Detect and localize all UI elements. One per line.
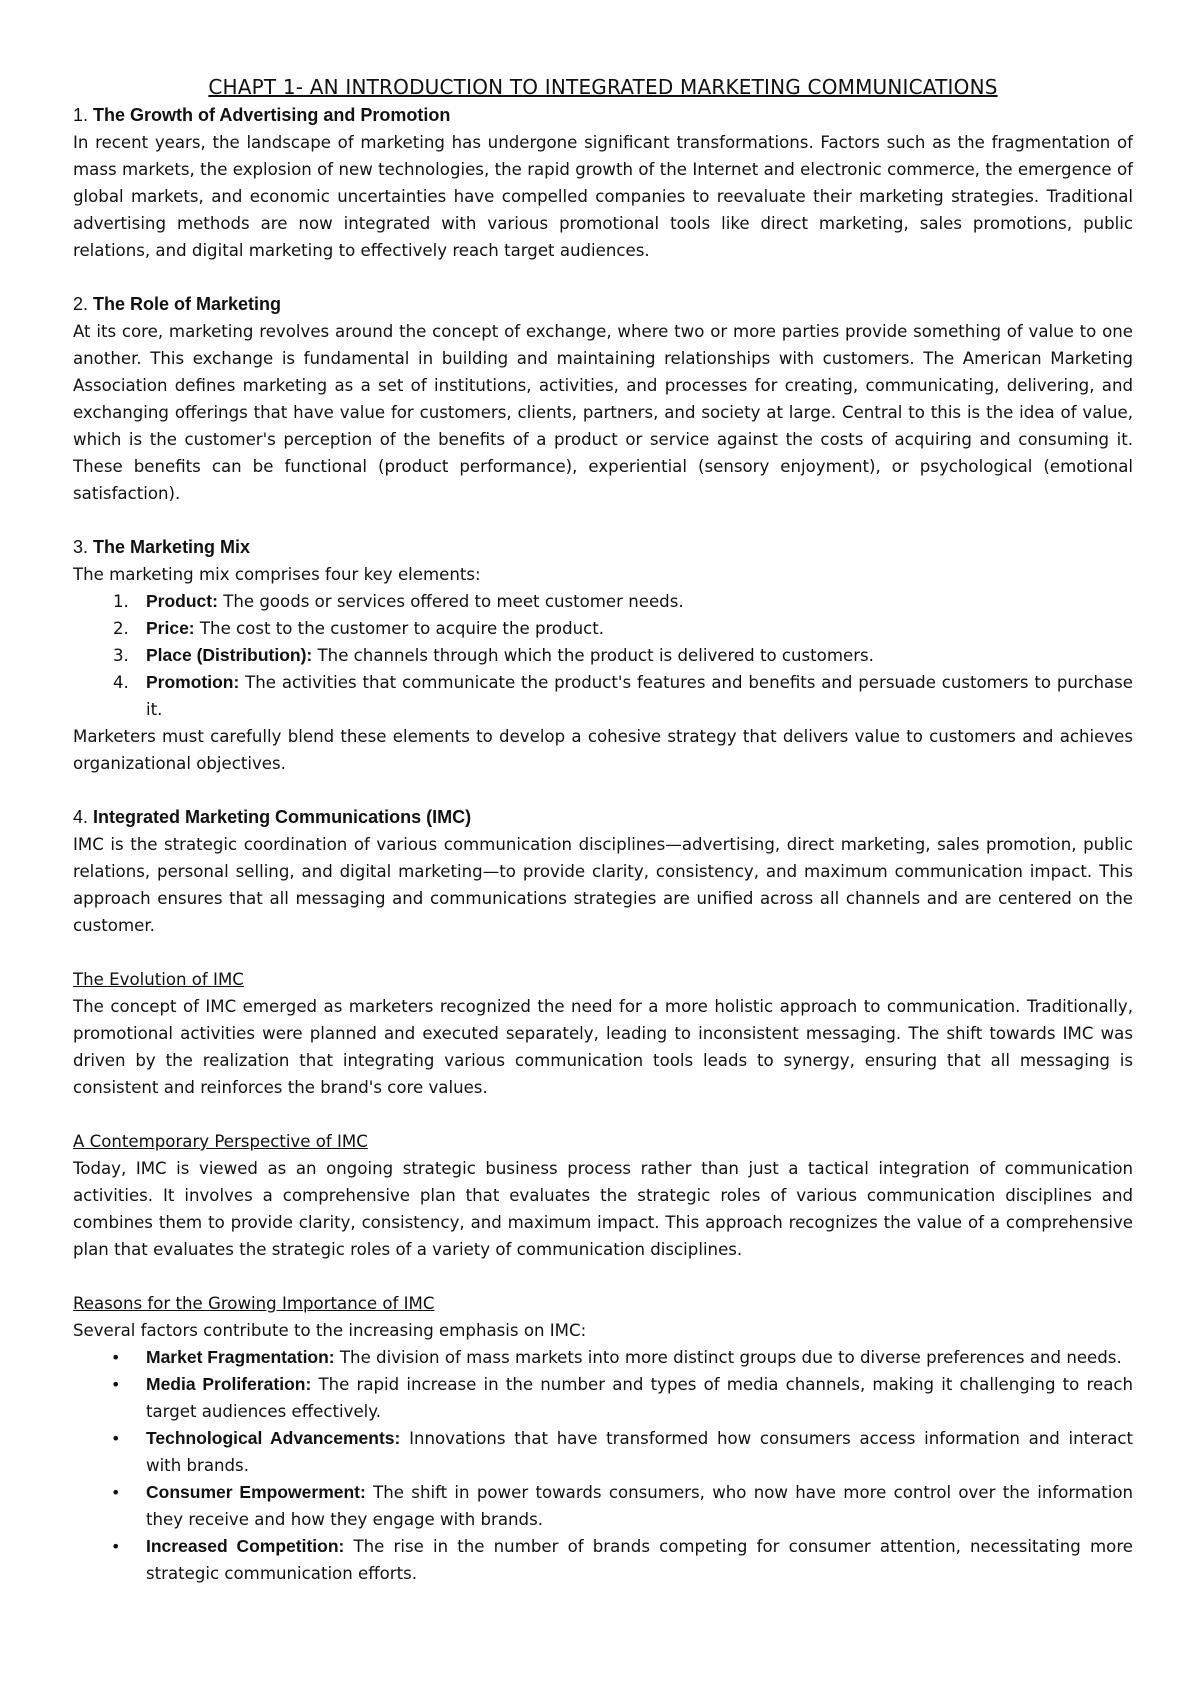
section-4-number: 4. xyxy=(73,807,89,827)
list-text: The channels through which the product is delivered to customers. xyxy=(312,646,874,665)
list-term: Place (Distribution): xyxy=(146,645,313,665)
section-2-heading-text: The Role of Marketing xyxy=(93,294,282,314)
document-title: CHAPT 1- AN INTRODUCTION TO INTEGRATED MARKETING COMMUNICATIONS xyxy=(208,75,998,99)
list-number: 2. xyxy=(113,619,129,638)
list-term: Technological Advancements: xyxy=(146,1428,401,1448)
list-item xyxy=(73,1344,1133,1371)
list-item xyxy=(73,615,1133,642)
list-term: Product: xyxy=(146,591,218,611)
section-2-number: 2. xyxy=(73,294,89,314)
list-text: Innovations that have transformed how consumers access information and interact with brands. xyxy=(146,1429,1133,1475)
contemporary-paragraph: Today, IMC is viewed as an ongoing strategic business process rather than just a tactical integration of communication activities. It involves a comprehensive plan that evaluates the strategic roles of various communication disciplines and combines them to provide clarity, consistency, and maximum impact. This approach recognizes the value of a comprehensive plan that evaluates the strategic roles of a variety of communication disciplines. xyxy=(73,1159,1133,1259)
list-item xyxy=(73,669,1133,723)
list-text: The goods or services offered to meet customer needs. xyxy=(217,592,684,611)
list-text: The division of mass markets into more distinct groups due to diverse preferences and needs. xyxy=(334,1348,1122,1367)
bullet-icon: • xyxy=(111,1537,121,1556)
bullet-icon: • xyxy=(111,1483,121,1502)
section-3-outro: Marketers must carefully blend these elements to develop a cohesive strategy that delivers value to customers and achieves organizational objectives. xyxy=(73,727,1133,773)
section-3-heading-text: The Marketing Mix xyxy=(93,537,251,557)
list-term: Market Fragmentation: xyxy=(146,1347,335,1367)
spacer xyxy=(73,777,1133,804)
list-term: Price: xyxy=(146,618,195,638)
reasons-list xyxy=(73,1344,1133,1587)
evolution-subheading: The Evolution of IMC xyxy=(73,970,244,989)
list-item xyxy=(73,588,1133,615)
spacer xyxy=(73,1101,1133,1128)
marketing-mix-list xyxy=(73,588,1133,723)
list-term: Consumer Empowerment: xyxy=(146,1482,366,1502)
bullet-icon: • xyxy=(111,1348,121,1367)
spacer xyxy=(73,1263,1133,1290)
section-2-heading xyxy=(73,291,1133,318)
section-4-paragraph: IMC is the strategic coordination of various communication disciplines—advertising, direct marketing, sales promotion, public relations, personal selling, and digital marketing—to provide clarity, consistency, and maximum communication impact. This approach ensures that all messaging and communications strategies are unified across all channels and are centered on the customer. xyxy=(73,835,1133,935)
reasons-subheading: Reasons for the Growing Importance of IMC xyxy=(73,1294,435,1313)
list-term: Media Proliferation: xyxy=(146,1374,312,1394)
section-3-intro: The marketing mix comprises four key elements: xyxy=(73,565,481,584)
spacer xyxy=(73,507,1133,534)
section-1-heading xyxy=(73,102,1133,129)
contemporary-subheading: A Contemporary Perspective of IMC xyxy=(73,1132,368,1151)
bullet-icon: • xyxy=(111,1375,121,1394)
list-item xyxy=(73,1479,1133,1533)
list-text: The rise in the number of brands competing for consumer attention, necessitating more strategic communication efforts. xyxy=(146,1537,1133,1583)
section-2-paragraph: At its core, marketing revolves around the concept of exchange, where two or more parties provide something of value to one another. This exchange is fundamental in building and maintaining relationships with customers. The American Marketing Association defines marketing as a set of institutions, activities, and processes for creating, communicating, delivering, and exchanging offerings that have value for customers, clients, partners, and society at large. Central to this is the idea of value, which is the customer's perception of the benefits of a product or service against the costs of acquiring and consuming it. These benefits can be functional (product performance), experiential (sensory enjoyment), or psychological (emotional satisfaction). xyxy=(73,322,1133,503)
section-3-heading xyxy=(73,534,1133,561)
section-1-heading-text: The Growth of Advertising and Promotion xyxy=(93,105,451,125)
section-4-heading-text: Integrated Marketing Communications (IMC) xyxy=(93,807,472,827)
section-4-heading xyxy=(73,804,1133,831)
bullet-icon: • xyxy=(111,1429,121,1448)
list-item xyxy=(73,1425,1133,1479)
list-item xyxy=(73,1533,1133,1587)
list-text: The rapid increase in the number and types of media channels, making it challenging to reach target audiences effectively. xyxy=(146,1375,1133,1421)
list-number: 3. xyxy=(113,646,129,665)
section-1-number: 1. xyxy=(73,105,89,125)
spacer xyxy=(73,939,1133,966)
list-text: The shift in power towards consumers, who now have more control over the information they receive and how they engage with brands. xyxy=(146,1483,1133,1529)
list-term: Increased Competition: xyxy=(146,1536,345,1556)
evolution-paragraph: The concept of IMC emerged as marketers recognized the need for a more holistic approach to communication. Traditionally, promotional activities were planned and executed separately, leading to inconsistent messaging. The shift towards IMC was driven by the realization that integrating various communication tools leads to synergy, ensuring that all messaging is consistent and reinforces the brand's core values. xyxy=(73,997,1133,1097)
list-item xyxy=(73,1371,1133,1425)
section-3-number: 3. xyxy=(73,537,89,557)
reasons-intro: Several factors contribute to the increasing emphasis on IMC: xyxy=(73,1321,587,1340)
section-1-paragraph: In recent years, the landscape of marketing has undergone significant transformations. Factors such as the fragmentation of mass markets, the explosion of new technologies, the rapid growth of the Internet and electronic commerce, the emergence of global markets, and economic uncertainties have compelled companies to reevaluate their marketing strategies. Traditional advertising methods are now integrated with various promotional tools like direct marketing, sales promotions, public relations, and digital marketing to effectively reach target audiences. xyxy=(73,133,1133,260)
list-text: The activities that communicate the product's features and benefits and persuade customers to purchase it. xyxy=(146,673,1133,719)
list-number: 1. xyxy=(113,592,129,611)
document-page xyxy=(73,74,1133,1587)
spacer xyxy=(73,264,1133,291)
list-number: 4. xyxy=(113,673,129,692)
list-item xyxy=(73,642,1133,669)
list-text: The cost to the customer to acquire the product. xyxy=(194,619,605,638)
list-term: Promotion: xyxy=(146,672,240,692)
